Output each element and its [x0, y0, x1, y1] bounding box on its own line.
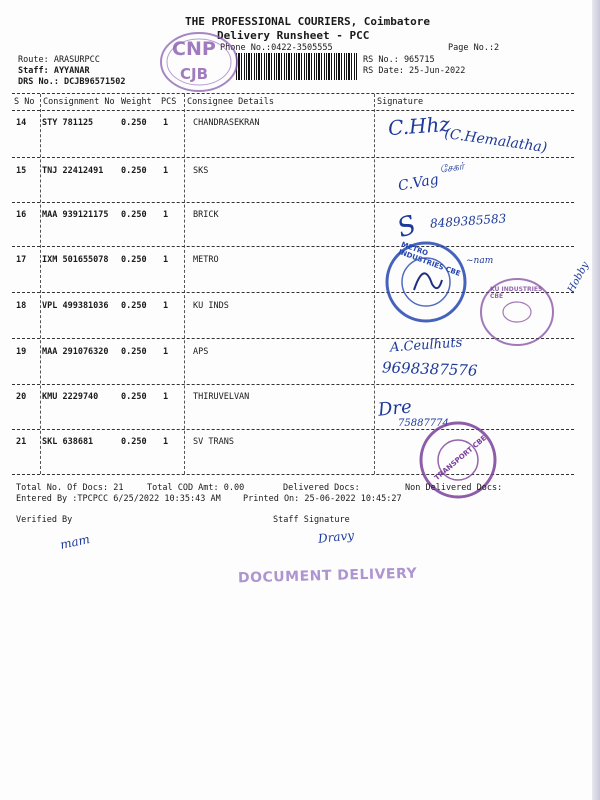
cell-sno: 20 [16, 392, 27, 402]
cell-consignee: KU INDS [193, 301, 229, 311]
page-number: Page No.:2 [448, 43, 500, 53]
signature-row14-name: (C.Hemalatha) [443, 125, 549, 157]
cell-consignment: STY 781125 [42, 118, 94, 128]
cnp-stamp-logo [158, 30, 240, 94]
drs-number: DRS No.: DCJB96571502 [18, 77, 126, 87]
cell-consignment: TNJ 22412491 [42, 166, 104, 176]
cell-consignee: BRICK [193, 210, 219, 220]
cell-sno: 14 [16, 118, 27, 128]
company-name: THE PROFESSIONAL COURIERS, Coimbatore [185, 15, 431, 28]
table-row [0, 166, 600, 178]
table-row [0, 118, 600, 130]
cell-weight: 0.250 [121, 347, 147, 357]
signature-row19: A.Ceulhuts [389, 335, 463, 356]
cnp-stamp-bottom: CJB [180, 65, 209, 83]
row-rule [12, 202, 574, 203]
cell-consignee: CHANDRASEKRAN [193, 118, 260, 128]
staff: Staff: AYYANAR [18, 66, 90, 76]
cell-weight: 0.250 [121, 301, 147, 311]
document-delivery-stamp: DOCUMENT DELIVERY [237, 565, 418, 587]
rs-date: RS Date: 25-Jun-2022 [363, 66, 466, 76]
cell-pcs: 1 [163, 347, 169, 357]
table-header-rule [12, 110, 574, 111]
cell-consignment: MAA 291076320 [42, 347, 109, 357]
cell-weight: 0.250 [121, 392, 147, 402]
col-consignee: Consignee Details [187, 97, 274, 107]
col-divider [184, 94, 185, 474]
cell-weight: 0.250 [121, 118, 147, 128]
cell-pcs: 1 [163, 166, 169, 176]
cell-pcs: 1 [163, 392, 169, 402]
table-row [0, 347, 600, 359]
cell-consignee: SV TRANS [193, 437, 234, 447]
sheet-title: Delivery Runsheet - PCC [217, 29, 370, 42]
table-header-row [0, 97, 600, 109]
table-row [0, 392, 600, 404]
cell-consignment: KMU 2229740 [42, 392, 99, 402]
signature-row15-tamil: சேகர் [439, 161, 465, 176]
signature-row14: C.Hhz [387, 111, 451, 141]
table-row [0, 255, 600, 267]
cell-pcs: 1 [163, 118, 169, 128]
row-rule [12, 246, 574, 247]
cell-pcs: 1 [163, 437, 169, 447]
signature-row17: ~nam [466, 256, 494, 266]
cell-consignment: SKL 638681 [42, 437, 94, 447]
signature-row19-phone: 9698387576 [381, 358, 478, 380]
staff-signature-label: Staff Signature [273, 515, 350, 525]
transport-seal: TRANSPORT CBE [418, 420, 498, 500]
cell-weight: 0.250 [121, 437, 147, 447]
cell-pcs: 1 [163, 210, 169, 220]
cell-pcs: 1 [163, 301, 169, 311]
rs-number: RS No.: 965715 [363, 55, 435, 65]
cell-consignment: IXM 501655078 [42, 255, 109, 265]
table-top-rule [12, 93, 574, 94]
cell-sno: 16 [16, 210, 27, 220]
cell-weight: 0.250 [121, 210, 147, 220]
row-rule [12, 384, 574, 385]
cell-consignee: SKS [193, 166, 209, 176]
cell-sno: 19 [16, 347, 27, 357]
cell-weight: 0.250 [121, 166, 147, 176]
col-divider [374, 94, 375, 474]
total-docs: Total No. Of Docs: 21 [16, 483, 124, 493]
col-sno: S No [14, 97, 35, 107]
signature-row18: Hobby [565, 260, 592, 295]
barcode [236, 53, 358, 80]
signature-row20: Dre [376, 396, 413, 421]
col-consignment: Consignment No [43, 97, 115, 107]
cell-consignee: APS [193, 347, 209, 357]
total-cod: Total COD Amt: 0.00 [147, 483, 245, 493]
cell-consignment: MAA 939121175 [42, 210, 109, 220]
col-divider [40, 94, 41, 474]
delivered-docs: Delivered Docs: [283, 483, 360, 493]
col-signature: Signature [377, 97, 424, 107]
printed-on: Printed On: 25-06-2022 10:45:27 [243, 494, 402, 504]
cell-sno: 21 [16, 437, 27, 447]
row-rule [12, 157, 574, 158]
cell-sno: 15 [16, 166, 27, 176]
cell-pcs: 1 [163, 255, 169, 265]
entered-by: Entered By :TPCPCC 6/25/2022 10:35:43 AM [16, 494, 221, 504]
route: Route: ARASURPCC [18, 55, 100, 65]
table-row [0, 210, 600, 222]
signature-row15: C.Vag [396, 171, 440, 195]
table-row [0, 437, 600, 449]
cell-consignee: METRO [193, 255, 219, 265]
signature-row16-scribble: S [393, 209, 421, 245]
cell-sno: 18 [16, 301, 27, 311]
signature-row16-phone: 8489385583 [429, 211, 507, 231]
cell-consignment: VPL 499381036 [42, 301, 109, 311]
cell-consignee: THIRUVELVAN [193, 392, 250, 402]
metro-industries-seal: METRO INDUSTRIES CBE [384, 240, 468, 324]
verified-by-label: Verified By [16, 515, 73, 525]
cell-sno: 17 [16, 255, 27, 265]
ku-industries-seal: KU INDUSTRIES CBE [478, 276, 556, 348]
col-pcs: PCS [161, 97, 177, 107]
cnp-stamp-top: CNP [172, 38, 216, 60]
signature-row20-phone: 75887774 [398, 418, 449, 429]
verified-signature: mam [58, 532, 92, 552]
cell-weight: 0.250 [121, 255, 147, 265]
staff-signature: Dravy [317, 528, 355, 546]
col-weight: Weight [121, 97, 152, 107]
non-delivered-docs: Non Delivered Docs: [405, 483, 503, 493]
phone-number: Phone No.:0422-3505555 [220, 43, 333, 53]
